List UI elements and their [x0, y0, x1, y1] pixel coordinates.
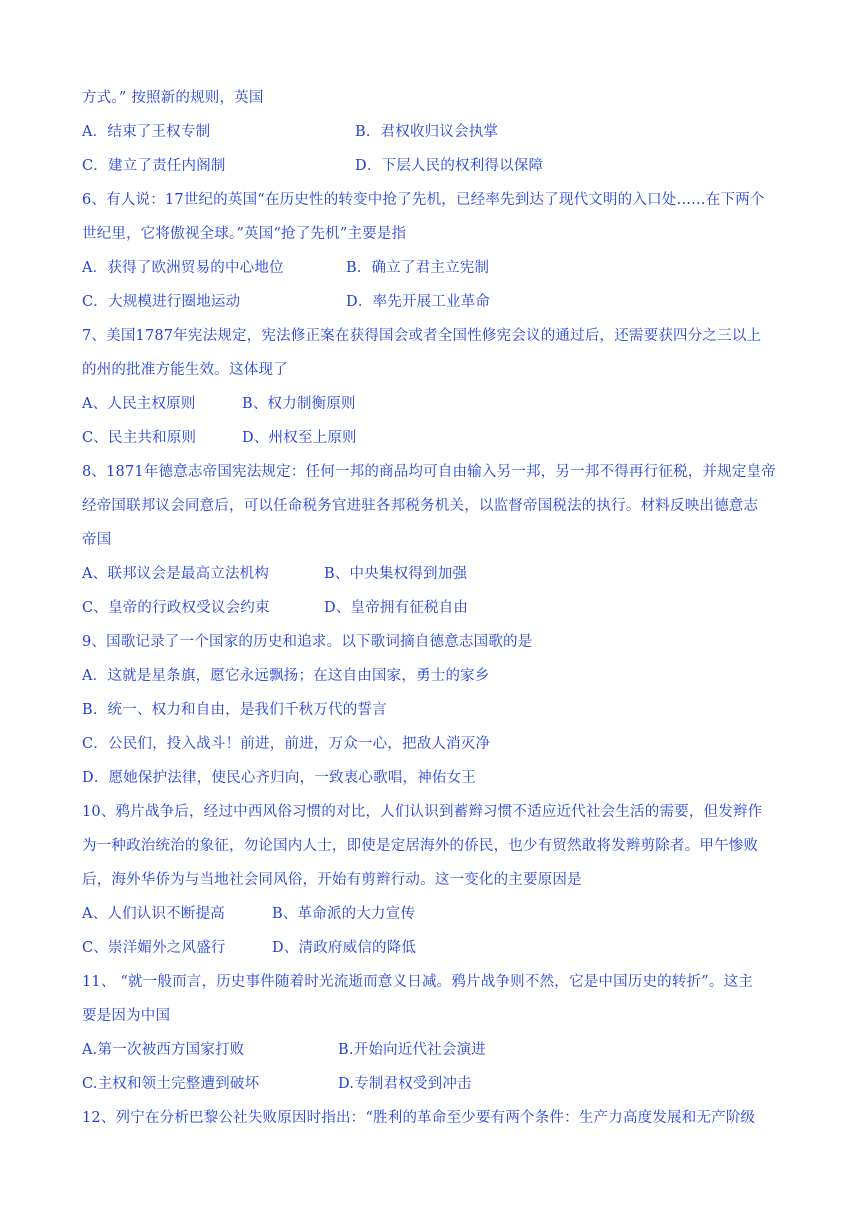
option-d: D．率先开展工业革命 [346, 294, 491, 310]
option-row [82, 394, 356, 414]
option-d: D．愿她保护法律，使民心齐归向，一致衷心歌唱，神佑女王 [82, 770, 477, 786]
option-a: A．获得了欧洲贸易的中心地位 [82, 260, 284, 276]
option-c: C．大规模进行圈地运动 [82, 294, 241, 310]
text-line: 的州的批准方能生效。这体现了 [82, 362, 288, 378]
option-c: C、崇洋媚外之风盛行 [82, 940, 226, 956]
question-7: 7、美国1787年宪法规定，宪法修正案在获得国会或者全国性修宪会议的通过后，还需要获四分之三以上 [82, 328, 762, 344]
option-c: C、民主共和原则 [82, 430, 197, 446]
question-10: 10、鸦片战争后，经过中西风俗习惯的对比，人们认识到蓄辫习惯不适应近代社会生活的需要，但发辫作 [82, 804, 763, 820]
option-b: B．君权收归议会执掌 [355, 124, 499, 140]
option-d: D、州权至上原则 [242, 430, 357, 446]
option-row [82, 156, 543, 176]
option-b: B、革命派的大力宣传 [272, 906, 416, 922]
question-11: 11、 “就一般而言，历史事件随着时光流逝而意义日减。鸦片战争则不然，它是中国历史的转折”。这主 [82, 974, 753, 990]
option-row [82, 564, 467, 584]
question-9: 9、国歌记录了一个国家的历史和追求。以下歌词摘自德意志国歌的是 [82, 634, 533, 650]
option-d: D．下层人民的权利得以保障 [355, 158, 544, 174]
text-line: 方式。” 按照新的规则，英国 [82, 90, 264, 106]
text-line: 帝国 [82, 532, 112, 548]
text-line: 后，海外华侨为与当地社会同风俗，开始有剪辫行动。这一变化的主要原因是 [82, 872, 582, 888]
option-c: C．建立了责任内阁制 [82, 158, 226, 174]
option-row [82, 292, 490, 312]
text-line: 要是因为中国 [82, 1008, 171, 1024]
option-row [82, 1074, 472, 1094]
option-row [82, 904, 415, 924]
option-row [82, 598, 468, 618]
option-a: A．这就是星条旗，愿它永远飘扬；在这自由国家，勇士的家乡 [82, 668, 490, 684]
option-a: A．结束了王权专制 [82, 124, 211, 140]
option-c: C、皇帝的行政权受议会约束 [82, 600, 270, 616]
question-8: 8、1871年德意志帝国宪法规定：任何一邦的商品均可自由输入另一邦，另一邦不得再行征税，并规定皇帝 [82, 464, 776, 480]
option-a: A.第一次被西方国家打败 [82, 1042, 245, 1058]
option-row [82, 428, 357, 448]
option-b: B、中央集权得到加强 [324, 566, 468, 582]
option-c: C．公民们，投入战斗！前进，前进，万众一心，把敌人消灭净 [82, 736, 491, 752]
option-b: B、权力制衡原则 [242, 396, 356, 412]
option-b: B．统一、权力和自由，是我们千秋万代的誓言 [82, 702, 387, 718]
option-row [82, 1040, 486, 1060]
text-line: 为一种政治统治的象征，勿论国内人士，即使是定居海外的侨民，也少有贸然敢将发辫剪除者。甲午惨败 [82, 838, 759, 854]
text-line: 世纪里，它将傲视全球。”英国“抢了先机”主要是指 [82, 226, 407, 242]
option-d: D.专制君权受到冲击 [338, 1076, 472, 1092]
option-b: B．确立了君主立宪制 [346, 260, 490, 276]
option-a: A、人民主权原则 [82, 396, 196, 412]
option-d: D、清政府威信的降低 [272, 940, 417, 956]
option-a: A、联邦议会是最高立法机构 [82, 566, 270, 582]
option-row [82, 122, 498, 142]
question-6: 6、有人说：17世纪的英国“在历史性的转变中抢了先机，已经率先到达了现代文明的入口处……在下两个 [82, 192, 765, 208]
question-12: 12、列宁在分析巴黎公社失败原因时指出：“胜利的革命至少要有两个条件：生产力高度发展和无产阶级 [82, 1110, 756, 1126]
option-c: C.主权和领土完整遭到破坏 [82, 1076, 260, 1092]
text-line: 经帝国联邦议会同意后，可以任命税务官进驻各邦税务机关，以监督帝国税法的执行。材料反映出德意志 [82, 498, 759, 514]
option-row [82, 938, 416, 958]
option-row [82, 258, 489, 278]
option-b: B.开始向近代社会演进 [338, 1042, 486, 1058]
option-a: A、人们认识不断提高 [82, 906, 225, 922]
option-d: D、皇帝拥有征税自由 [324, 600, 469, 616]
